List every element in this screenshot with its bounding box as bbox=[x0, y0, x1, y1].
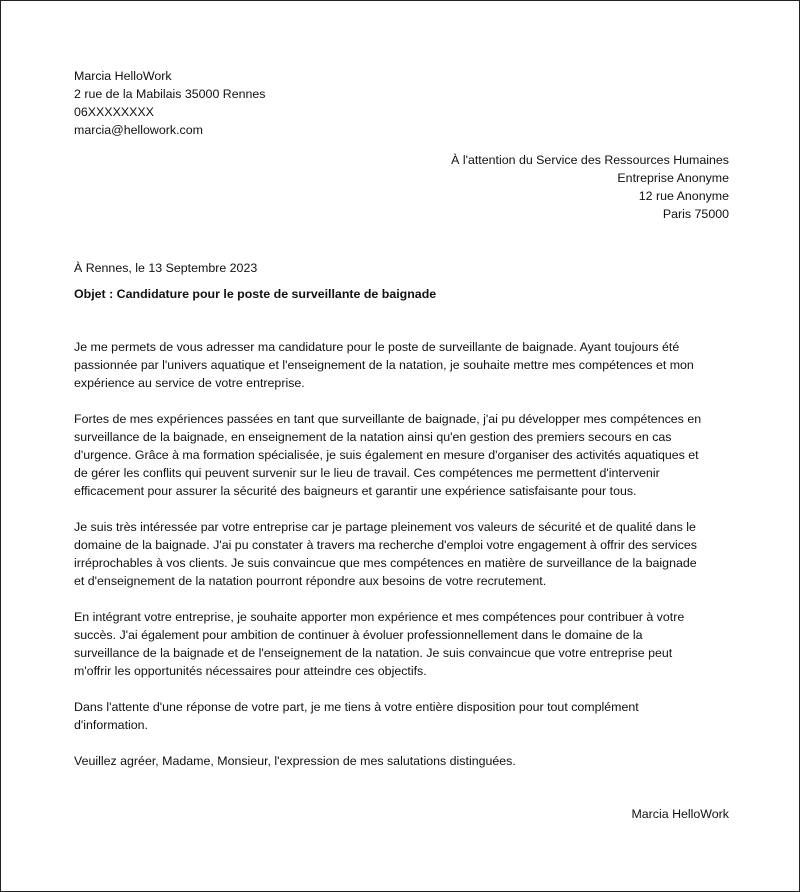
signature: Marcia HelloWork bbox=[631, 807, 729, 821]
sender-block bbox=[74, 67, 729, 139]
date-line: À Rennes, le 13 Septembre 2023 bbox=[74, 261, 258, 275]
paragraph-line: surveillance de la baignade et de l'enseignement de la natation. Je suis convaincue que votre entreprise peut bbox=[74, 646, 673, 660]
paragraph-intro bbox=[74, 338, 729, 392]
sender-address: 2 rue de la Mabilais 35000 Rennes bbox=[74, 87, 266, 101]
recipient-street: 12 rue Anonyme bbox=[638, 189, 729, 203]
paragraph-availability bbox=[74, 698, 729, 734]
paragraph-line: succès. J'ai également pour ambition de continuer à évoluer professionnellement dans le domaine de la bbox=[74, 628, 643, 642]
paragraph-line: et d'enseignement de la natation pourront répondre aux besoins de votre recrutement. bbox=[74, 574, 547, 588]
paragraph-experience bbox=[74, 410, 729, 500]
paragraph-line: efficacement pour assurer la sécurité des baigneurs et garantir une expérience satisfaisante pour tous. bbox=[74, 484, 637, 498]
paragraph-line: surveillance de la baignade, en enseignement de la natation ainsi qu'en gestion des premiers secours en cas bbox=[74, 430, 672, 444]
paragraph-line: Je me permets de vous adresser ma candidature pour le poste de surveillante de baignade. Ayant toujours été bbox=[74, 340, 680, 354]
letter-content bbox=[74, 67, 729, 823]
paragraph-line: passionnée par l'univers aquatique et l'enseignement de la natation, je souhaite mettre mes compétences et mon bbox=[74, 358, 694, 372]
paragraph-contribution bbox=[74, 608, 729, 680]
paragraph-closing bbox=[74, 752, 729, 770]
recipient-company: Entreprise Anonyme bbox=[617, 171, 729, 185]
subject-line: Objet : Candidature pour le poste de surveillante de baignade bbox=[74, 287, 437, 301]
recipient-block bbox=[74, 151, 729, 223]
paragraph-line: domaine de la baignade. J'ai pu constater à travers ma recherche d'emploi votre engagement à offrir des services bbox=[74, 538, 697, 552]
paragraph-line: En intégrant votre entreprise, je souhaite apporter mon expérience et mes compétences pour contribuer à votre bbox=[74, 610, 685, 624]
paragraph-line: m'offrir les opportunités nécessaires pour atteindre ces objectifs. bbox=[74, 664, 427, 678]
paragraph-line: Fortes de mes expériences passées en tant que surveillante de baignade, j'ai pu développer mes compétences en bbox=[74, 412, 702, 426]
sender-phone: 06XXXXXXXX bbox=[74, 105, 154, 119]
paragraph-line: expérience au service de votre entreprise. bbox=[74, 376, 305, 390]
sender-email: marcia@hellowork.com bbox=[74, 123, 203, 137]
paragraph-line: irréprochables à vos clients. Je suis convaincue que mes compétences en matière de surveillance de la baignade bbox=[74, 556, 697, 570]
paragraph-line: Dans l'attente d'une réponse de votre part, je me tiens à votre entière disposition pour tout complément bbox=[74, 700, 639, 714]
paragraph-line: Veuillez agréer, Madame, Monsieur, l'expression de mes salutations distinguées. bbox=[74, 754, 516, 768]
recipient-attention: À l'attention du Service des Ressources Humaines bbox=[451, 153, 729, 167]
paragraph-line: de gérer les conflits qui peuvent survenir sur le lieu de travail. Ces compétences me permettent d'intervenir bbox=[74, 466, 660, 480]
sender-name: Marcia HelloWork bbox=[74, 69, 172, 83]
recipient-city: Paris 75000 bbox=[662, 207, 729, 221]
paragraph-line: Je suis très intéressée par votre entreprise car je partage pleinement vos valeurs de sécurité et de qualité dans le bbox=[74, 520, 696, 534]
paragraph-line: d'information. bbox=[74, 718, 148, 732]
paragraph-line: d'urgence. Grâce à ma formation spécialisée, je suis également en mesure d'organiser des activités aquatiques et bbox=[74, 448, 699, 462]
paragraph-motivation bbox=[74, 518, 729, 590]
